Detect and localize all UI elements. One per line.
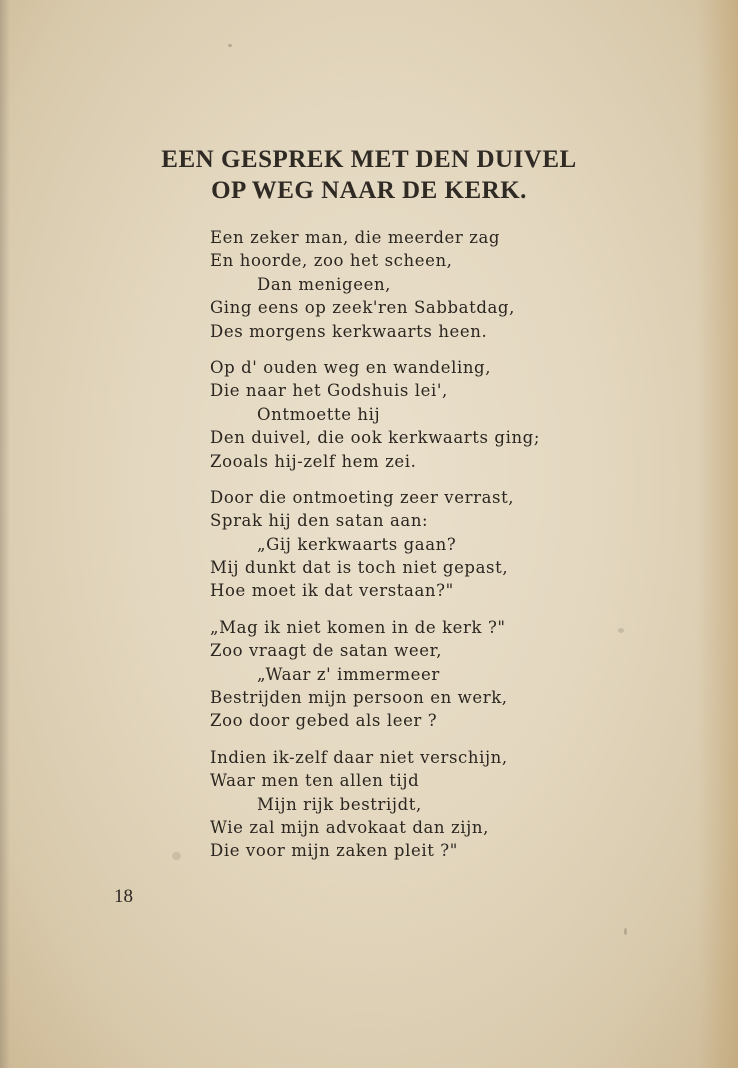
poem-line: Zooals hij-zelf hem zei. — [210, 451, 417, 471]
poem-line: „Gij kerkwaarts gaan? — [257, 534, 457, 554]
poem-line: Wie zal mijn advokaat dan zijn, — [210, 817, 489, 837]
paper-speck — [624, 928, 627, 935]
poem-line: Des morgens kerkwaarts heen. — [210, 321, 488, 341]
poem-line: Zoo vraagt de satan weer, — [210, 641, 443, 661]
poem-line: „Waar z' immermeer — [257, 664, 440, 684]
poem-line: Dan menigeen, — [257, 274, 392, 294]
stanza-3 — [210, 486, 540, 603]
poem-line: Een zeker man, die meerder zag — [210, 228, 501, 247]
stanza-2 — [210, 356, 540, 473]
paper-speck — [228, 44, 232, 47]
poem-line: Mijn rijk bestrijdt, — [257, 794, 422, 814]
poem-line: Mij dunkt dat is toch niet gepast, — [210, 558, 509, 578]
page-title-line-1: EEN GESPREK MET DEN DUIVEL — [161, 146, 577, 173]
poem-line: Hoe moet ik dat verstaan?" — [210, 581, 454, 601]
poem-line: Die voor mijn zaken pleit ?" — [210, 841, 458, 861]
poem-line: „Mag ik niet komen in de kerk ?" — [210, 617, 506, 637]
poem-line: Door die ontmoeting zeer verrast, — [210, 487, 515, 507]
poem-line: Die naar het Godshuis lei', — [210, 381, 448, 401]
poem-line: Ontmoette hij — [257, 404, 381, 424]
page-title-line-2: OP WEG NAAR DE KERK. — [211, 177, 527, 204]
paper-speck — [618, 628, 624, 633]
page-number: 18 — [114, 886, 133, 907]
poem-line: Indien ik-zelf daar niet verschijn, — [210, 747, 508, 767]
poem-line: Den duivel, die ook kerkwaarts ging; — [210, 428, 541, 448]
poem-line: Sprak hij den satan aan: — [210, 511, 429, 531]
poem — [210, 226, 540, 876]
stanza-5 — [210, 746, 540, 863]
poem-line: Ging eens op zeek'ren Sabbatdag, — [210, 298, 515, 318]
stanza-1 — [210, 226, 540, 343]
poem-line: Zoo door gebed als leer ? — [210, 711, 438, 731]
poem-line: Waar men ten allen tijd — [210, 771, 420, 791]
stanza-4 — [210, 616, 540, 733]
paper-speck — [172, 852, 181, 860]
poem-line: En hoorde, zoo het scheen, — [210, 251, 453, 271]
poem-line: Op d' ouden weg en wandeling, — [210, 357, 492, 377]
poem-line: Bestrijden mijn persoon en werk, — [210, 688, 508, 708]
